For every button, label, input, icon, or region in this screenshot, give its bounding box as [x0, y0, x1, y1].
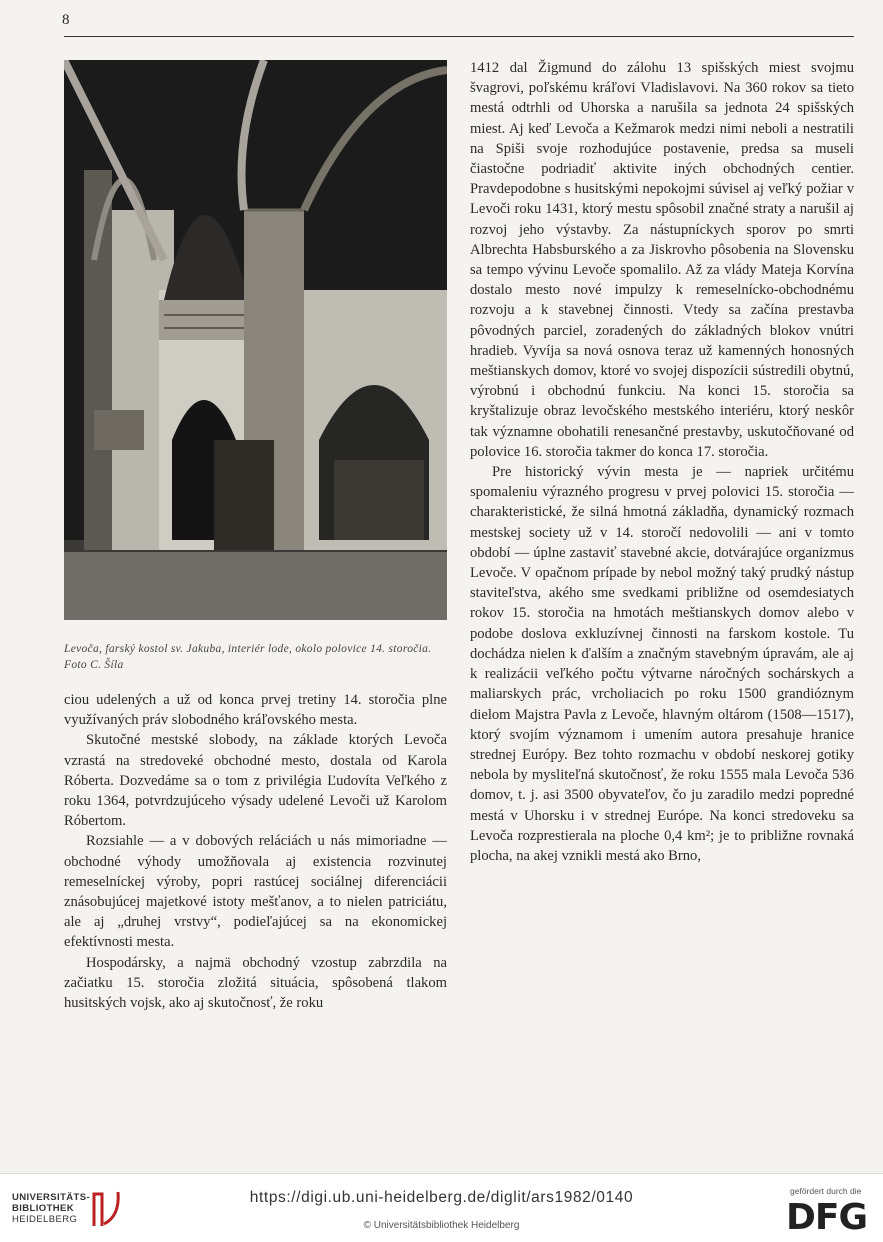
paragraph: ciou udelených a už od konca prvej tretiny 14. storočia plne využívaných práv slobodného kráľovského mesta.	[64, 692, 447, 729]
permalink-url[interactable]: https://digi.ub.uni-heidelberg.de/diglit/ars1982/0140	[249, 1189, 634, 1206]
paragraph: 1412 dal Žigmund do zálohu 13 spišských miest svojmu švagrovi, poľskému kráľovi Vladislavovi. Na 360 rokov sa tieto mestá odtrhli od Uhorska a narušila sa jednota 24 spišských miest. Aj keď Levoča a Kežmarok medzi nimi neboli a nestratili na Spiši svoje rozhodujúce postavenie, predsa sa museli čiastočne podriadiť aktivite iných obchodných centier. Pravdepodobne s husitskými nepokojmi súvisel aj veľký požiar v Levoči roku 1431, ktorý mestu spôsobil značné straty a narušil aj rozvoj jeho výstavby. Za nástupníckych sporov po smrti Albrechta Habsburského a za Jiskrovho pôsobenia na Slovensku sa tempo vývinu Levoče spomalilo. Až za vlády Mateja Korvína dostalo mesto nové impulzy k remeselnícko-obchodnému rozvoju a k stavebnej činnosti. Vtedy sa začína prestavba pôvodných parciel, zoradených do základných blokov vnútri hradieb. Vyvíja sa nová osnova teraz už kamenných honosných meštianskych domov, ktoré vo svojej dispozícii sústredili obytnú, výrobnú i obchodnú funkciu. Na konci 15. storočia sa kryštalizuje obraz levočského mestského interiéru, ktorý neskôr tak významne obohatili renesančné prestavby, uskutočňované od polovice 16. storočia takmer do konca 17. storočia.	[470, 60, 854, 460]
viewer-footer	[0, 1173, 883, 1242]
paragraph: Pre historický vývin mesta je — napriek určitému spomaleniu výrazného progresu v prvej polovici 15. storočia — charakteristické, že silná hmotná základňa, dynamický rozmach mestskej society už v 14. storočí nedovolili — ani v tomto období — úplne zastaviť stavebné akcie, dotvárajúce organizmus Levoče. V opačnom prípade by nebol možný taký prudký nástup staviteľstva, akého sme svedkami približne od osemdesiatych rokov 15. storočia na hmotách meštianskych domov alebo v podobe doslova exkluzívnej činnosti na farskom kostole. Tu dochádza nielen k ďalším a značným stavebným úpravám, ale aj k realizácii veľkého počtu výtvarne náročných sochárskych a maliarskych prác, vrcholiacich po roku 1500 grandióznym dielom Majstra Pavla z Levoče, hlavným oltárom (1508—1517), ktorý svojím významom i umením autora presahuje hranice strednej Európy. Bez tohto rozmachu v období neskorej gotiky nebola by mysliteľná skutočnosť, že roku 1555 mala Levoča 536 domov, t. j. asi 3500 obyvateľov, čo ju zaradilo medzi popredné mestá v Uhorsku i v strednej Európe. Na konci stredoveku sa Levoča rozprestierala na ploche 0,4 km²; je to približne rovnaká plocha, na akej vznikli mestá ako Brno,	[470, 464, 854, 864]
header-rule	[64, 36, 854, 37]
funding-note: gefördert durch die	[790, 1186, 862, 1196]
paragraph: Rozsiahle — a v dobových reláciách u nás mimoriadne — obchodné výhody umožňovala aj existencia rozvinutej remeselníckej výroby, popri rastúcej sociálnej diferenciácii znásobujúcej majetkové istoty mešťanov, a to nielen patriciátu, ale aj „druhej vrstvy“, podieľajúcej sa na ekonomickej efektívnosti mesta.	[64, 833, 447, 951]
caption-title: Levoča, farský kostol sv. Jakuba, interiér lode, okolo polovice 14. storočia.	[64, 643, 432, 655]
right-text-column	[470, 58, 854, 866]
paragraph: Skutočné mestské slobody, na základe ktorých Levoča vzrastá na stredoveké obchodné mesto, dostala od Karola Róberta. Dozvedáme sa o tom z privilégia Ľudovíta Veľkého z roku 1364, potvrdzujúceho výsady udelené Levoči už Karolom Róbertom.	[64, 732, 447, 830]
library-logo[interactable]: UNIVERSITÄTS- BIBLIOTHEK HEIDELBERG	[12, 1192, 91, 1225]
left-text-column	[64, 690, 447, 1013]
page-number: 8	[62, 12, 70, 28]
paragraph: Hospodársky, a najmä obchodný vzostup zabrzdila na začiatku 15. storočia zložitá situácia, spôsobená tlakom husitských vojsk, ako aj skutočnosť, že roku	[64, 954, 447, 1012]
caption-credit: Foto C. Šíla	[64, 659, 124, 671]
copyright-notice: © Universitätsbibliothek Heidelberg	[363, 1220, 520, 1231]
dfg-logo[interactable]: DFG	[786, 1197, 868, 1238]
church-interior-photo	[64, 60, 447, 620]
figure-caption	[64, 641, 449, 673]
